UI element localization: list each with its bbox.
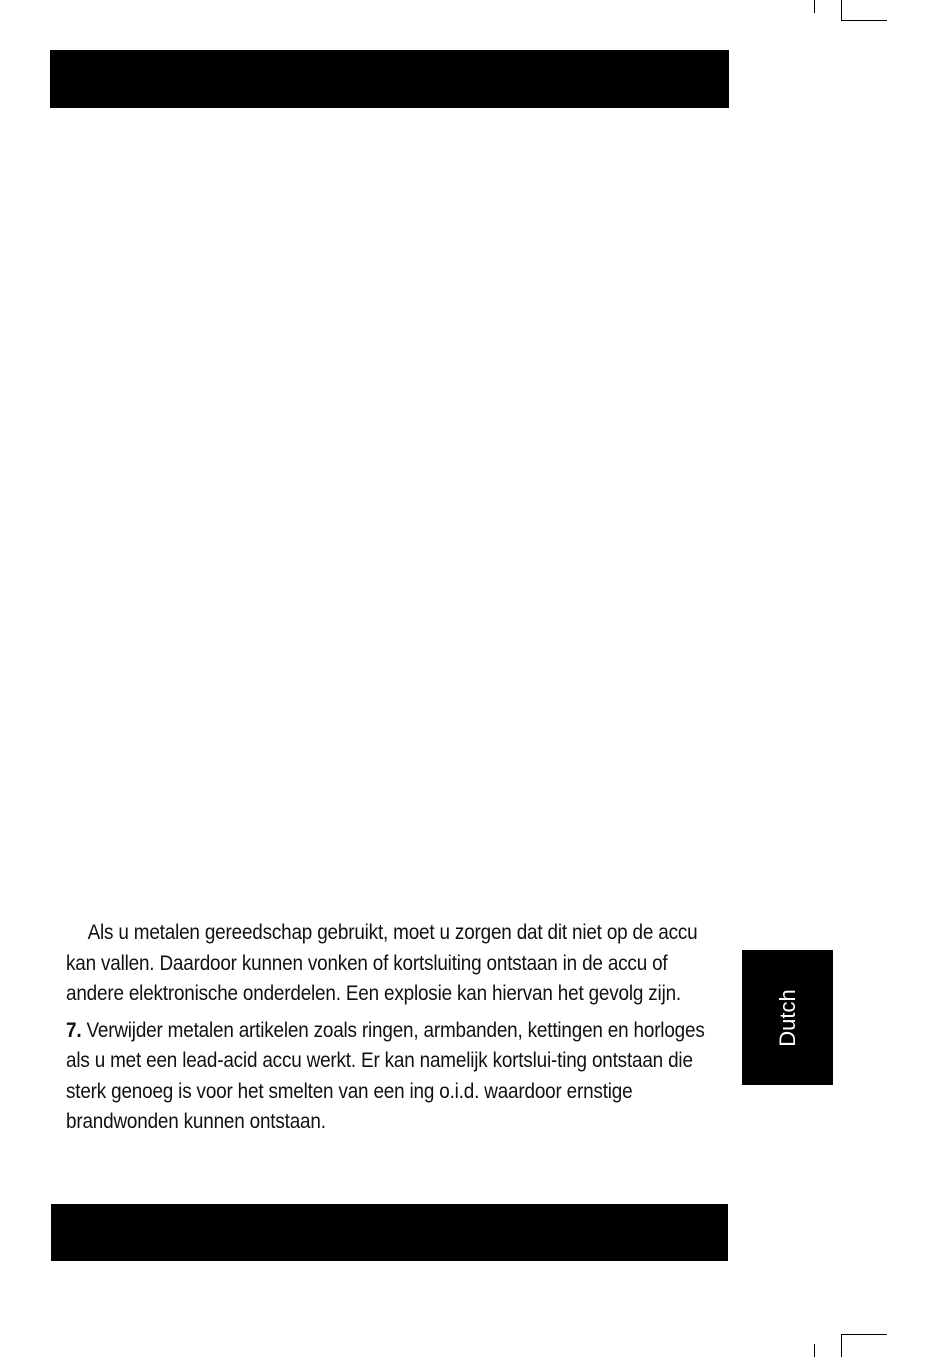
language-tab (742, 950, 833, 1085)
body-text (66, 918, 726, 1138)
crop-mark-bottom-vertical-2 (841, 1334, 842, 1357)
crop-mark-top-vertical-2 (841, 0, 842, 21)
header-bar (50, 50, 729, 108)
warning-paragraph: Als u metalen gereedschap gebruikt, moet u zorgen dat dit niet op de accu kan vallen. Daardoor kunnen vonken of kortsluiting ontstaan in de accu of andere elektronische onderdelen. Een explosie kan hiervan het gevolg zijn. (66, 921, 698, 1005)
crop-mark-top-horizontal (841, 20, 887, 21)
list-item-number: 7. (66, 1018, 82, 1042)
crop-mark-bottom-vertical (814, 1344, 815, 1357)
language-tab-label: Dutch (774, 988, 800, 1047)
list-item-7 (66, 1016, 726, 1138)
footer-bar (51, 1204, 728, 1261)
crop-mark-bottom-horizontal (841, 1334, 887, 1335)
list-item-text: Verwijder metalen artikelen zoals ringen, armbanden, kettingen en horloges als u met een lead-acid accu werkt. Er kan namelijk kortslui-ting ontstaan die sterk genoeg is voor het smelten van een ing o.i.d. waardoor ernstige brandwonden kunnen ontstaan. (66, 1018, 705, 1133)
crop-mark-top-vertical (814, 0, 815, 13)
